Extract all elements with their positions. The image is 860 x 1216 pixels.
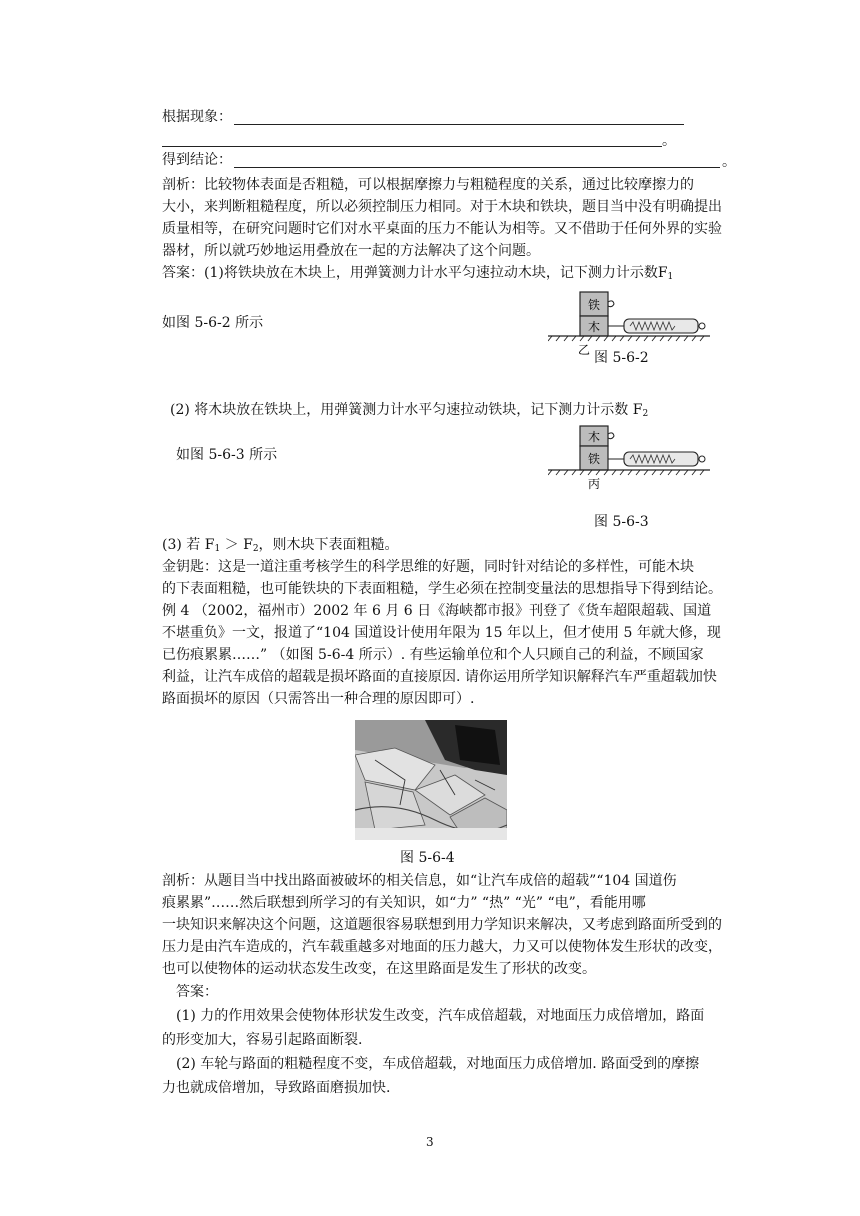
analysis1-line2: 大小，来判断粗糙程度，所以必须控制压力相同。对于木块和铁块，题目当中没有明确提出 (162, 199, 722, 215)
conclusion-label: 得到结论： (162, 152, 232, 168)
fig2-spring-scale (624, 319, 698, 333)
analysis1-line4: 器材，所以就巧妙地运用叠放在一起的方法解决了这个问题。 (162, 243, 540, 259)
example4-line4: 利益，让汽车成倍的超载是损坏路面的直接原因. 请你运用所学知识解释汽车严重超载加快 (162, 669, 717, 685)
analysis1-line3: 质量相等，在研究问题时它们对水平桌面的压力不能认为相等。又不借助于任何外界的实验 (162, 221, 722, 237)
fig2-hook (608, 301, 614, 307)
fig3-label: 丙 (587, 477, 601, 491)
fig3-top-block-label: 木 (587, 430, 601, 444)
end-mark-1: 。 (662, 133, 676, 149)
answer1-step1-text: 答案：(1)将铁块放在木块上，用弹簧测力计水平匀速拉动木块，记下测力计示数F (162, 265, 668, 281)
answer1-step2-sub: 2 (642, 409, 649, 419)
answer1-step2 (170, 400, 648, 424)
fig2-top-block-label: 铁 (587, 298, 601, 312)
fig2-reference: 如图 5-6-2 所示 (162, 315, 264, 331)
analysis2-line3: 一块知识来解决这个问题，这道题很容易联想到用力学知识来解决，又考虑到路面所受到的 (162, 917, 722, 933)
example4-line1: 例 4 （2002，福州市）2002 年 6 月 6 日《海峡都市报》刊登了《货车超限超载、国道 (162, 603, 712, 619)
answer1-step2-text: (2) 将木块放在铁块上，用弹簧测力计水平匀速拉动铁块，记下测力计示数 F (170, 402, 643, 418)
analysis2-line1: 剖析：从题目当中找出路面被破坏的相关信息，如“让汽车成倍的超载”“104 国道伤 (162, 873, 677, 889)
fig3-caption: 图 5-6-3 (594, 514, 649, 530)
analysis2-line4: 压力是由汽车造成的，汽车载重越多对地面的压力越大，力又可以使物体发生形状的改变， (162, 939, 722, 955)
key1-line1: 金钥匙：这是一道注重考核学生的科学思维的好题，同时针对结论的多样性，可能木块 (162, 559, 694, 575)
fig4-caption: 图 5-6-4 (400, 850, 455, 866)
example4-line3: 已伤痕累累……” （如图 5-6-4 所示）. 有些运输单位和个人只顾自己的利益，不顾国家 (162, 647, 704, 663)
fig3-ground-hatch (548, 470, 704, 475)
step3-sub-1: 1 (214, 544, 221, 554)
step3-sub-2: 2 (252, 544, 259, 554)
analysis1-line1: 剖析：比较物体表面是否粗糙，可以根据摩擦力与粗糙程度的关系，通过比较摩擦力的 (162, 177, 694, 193)
answer2-p1-line2: 的形变加大，容易引起路面断裂. (162, 1032, 363, 1048)
road-damage-photo (355, 720, 507, 840)
answer2-p2-line2: 力也就成倍增加，导致路面磨损加快. (162, 1080, 391, 1096)
fig2-caption: 图 5-6-2 (594, 350, 649, 366)
phenomenon-blank-1[interactable] (234, 124, 684, 125)
fig2-label: 乙 (577, 343, 591, 357)
fig2-ground-hatch (548, 336, 704, 341)
answer2-p1-line1: (1) 力的作用效果会使物体形状发生改变，汽车成倍超载，对地面压力成倍增加，路面 (176, 1008, 705, 1024)
example4-line2: 不堪重负》一文，报道了“104 国道设计使用年限为 15 年以上，但才使用 5 年就大修，现 (162, 625, 721, 641)
answer2-p2-line1: (2) 车轮与路面的粗糙程度不变，车成倍超载，对地面压力成倍增加. 路面受到的摩擦 (176, 1056, 700, 1072)
key1-line2: 的下表面粗糙，也可能铁块的下表面粗糙，学生必须在控制变量法的思想指导下得到结论。 (162, 581, 722, 597)
end-mark-2: 。 (722, 154, 736, 170)
analysis2-line2: 痕累累”……然后联想到所学习的有关知识，如“力” “热” “光” “电”，看能用哪 (162, 895, 646, 911)
step3-text-c: ，则木块下表面粗糙。 (258, 537, 399, 553)
answer1-step1 (162, 263, 673, 287)
fig3-bottom-block-label: 铁 (587, 452, 601, 466)
answer1-step3 (162, 535, 399, 559)
fig3-reference: 如图 5-6-3 所示 (176, 447, 278, 463)
analysis2-line5: 也可以使物体的运动状态发生改变，在这里路面是发生了形状的改变。 (162, 961, 596, 977)
fig2-bottom-block-label: 木 (587, 320, 601, 334)
step3-text-b: ＞ F (220, 537, 253, 553)
conclusion-blank[interactable] (234, 167, 720, 168)
phenomenon-label: 根据现象： (162, 109, 232, 125)
step3-text-a: (3) 若 F (162, 537, 215, 553)
fig3-hook (608, 433, 614, 439)
page-number: 3 (426, 1135, 434, 1149)
answer2-label: 答案： (176, 984, 218, 1000)
phenomenon-blank-2[interactable] (162, 146, 662, 147)
figure-5-6-3 (548, 422, 710, 492)
fig3-scale-ring (699, 456, 705, 462)
fig3-spring-scale (624, 452, 698, 466)
road-damage-illustration (355, 720, 507, 840)
example4-line5: 路面损坏的原因（只需答出一种合理的原因即可）. (162, 691, 475, 707)
answer1-step1-sub: 1 (667, 272, 674, 282)
fig2-scale-ring (699, 323, 705, 329)
